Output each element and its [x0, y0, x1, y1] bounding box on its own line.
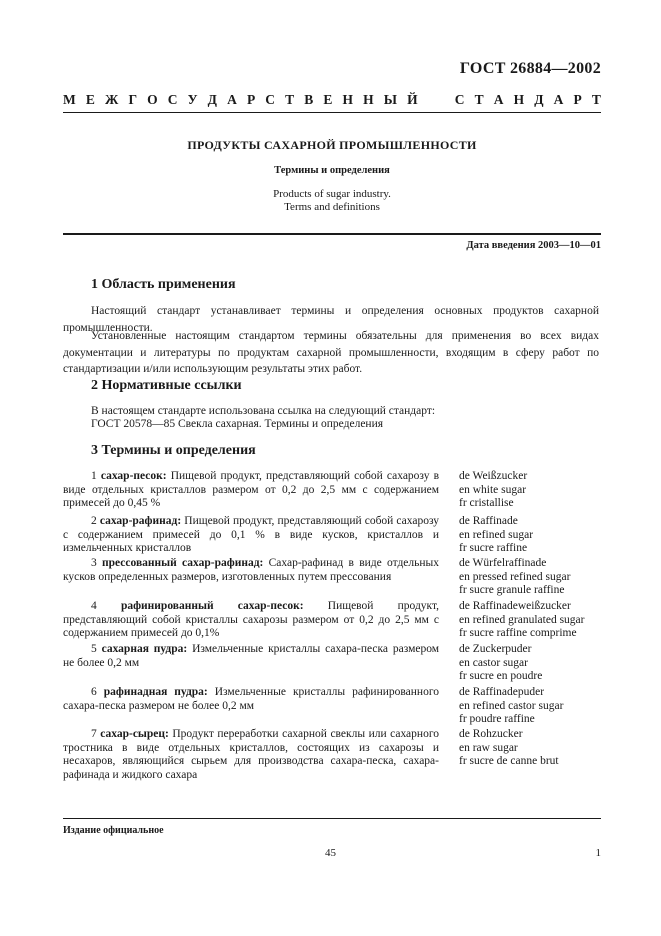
banner-letter: Ж	[104, 92, 119, 107]
banner-letter: Р	[573, 92, 582, 107]
banner-letter: Д	[534, 92, 544, 107]
term-definition-text: Пищевой продукт, представляющий собой кристаллы сахарозы размером от 0,2 до 2,5 мм с содержанием примесей до 0,1%	[63, 600, 440, 639]
banner-letter: С	[265, 92, 276, 107]
equivalent-en: en raw sugar	[459, 741, 518, 754]
banner-letter: Г	[128, 92, 138, 107]
term-number: 1	[91, 470, 97, 482]
term-entry	[63, 728, 599, 788]
term-definition	[63, 686, 439, 713]
term-definition	[63, 600, 439, 641]
banner-letter: А	[227, 92, 237, 107]
banner-letter: Т	[591, 92, 601, 107]
banner-letter: Т	[474, 92, 484, 107]
term-number: 7	[91, 728, 97, 740]
banner-letter: А	[553, 92, 564, 107]
term-number: 3	[91, 557, 97, 569]
foreign-equivalents	[459, 515, 604, 556]
banner-letter: Т	[285, 92, 295, 107]
section-1-paragraph-1: Настоящий стандарт устанавливает термины и определения основных продуктов сахарной промышленности.	[63, 305, 599, 334]
document-subtitle: Термины и определения	[274, 165, 390, 176]
banner-letter: С	[454, 92, 465, 107]
term-definition-text: Сахар-рафинад в виде отдельных кусков определенных размеров, изготовленных путем прессования	[63, 557, 440, 583]
banner-letter: О	[147, 92, 158, 107]
title-rule	[63, 233, 601, 235]
equivalent-en: en white sugar	[459, 483, 527, 496]
term-definition	[63, 557, 439, 584]
section-3-heading: 3 Термины и определения	[91, 443, 256, 458]
english-title-line1: Products of sugar industry.	[273, 188, 391, 200]
equivalent-de: de Zuckerpuder	[459, 643, 532, 655]
edition-label: Издание официальное	[63, 825, 164, 836]
section-1-heading: 1 Область применения	[91, 277, 236, 292]
equivalent-fr: fr sucre raffine	[459, 542, 528, 554]
banner-letter: Е	[85, 92, 95, 107]
introduction-date: Дата введения 2003—10—01	[466, 240, 601, 251]
term-name: сахар-рафинад:	[99, 515, 182, 527]
term-name: рафинадная пудра:	[103, 686, 208, 698]
section-2-reference: ГОСТ 20578—85 Свекла сахарная. Термины и определения	[91, 418, 384, 430]
equivalent-de: de Raffinade	[459, 515, 518, 527]
term-definition	[63, 728, 439, 782]
foreign-equivalents	[459, 600, 604, 641]
section-1-paragraph-2: Установленные настоящим стандартом термины обязательны для применения во всех видах документации и литературы по продуктам сахарной промышленности, входящим в сферу работ по стандартизации и/или использующим результаты этих работ.	[63, 330, 599, 375]
term-definition-text: Пищевой продукт, представляющий собой сахарозу в виде отдельных кристаллов размером от 0,2 до 2,5 мм с содержанием примесей до 0,45 %	[63, 470, 440, 509]
section-2-heading: 2 Нормативные ссылки	[91, 378, 242, 393]
footer-rule	[63, 818, 601, 819]
equivalent-en: en refined granulated sugar	[459, 613, 585, 626]
term-number: 6	[91, 686, 97, 698]
equivalent-fr: fr poudre raffine	[459, 713, 535, 725]
banner-letter: М	[63, 92, 76, 107]
term-definition	[63, 515, 439, 556]
header-rule	[63, 112, 601, 113]
banner-letter: Н	[342, 92, 354, 107]
equivalent-fr: fr cristallise	[459, 497, 514, 509]
equivalent-fr: fr sucre de canne brut	[459, 755, 559, 767]
equivalent-de: de Würfelraffinade	[459, 557, 547, 569]
banner-letter	[441, 92, 444, 108]
foreign-equivalents	[459, 686, 604, 727]
term-name: прессованный сахар-рафинад:	[102, 557, 264, 569]
term-definition-text: Измельченные кристаллы рафинированного сахара-песка размером не более 0,2 мм	[63, 686, 440, 712]
interstate-standard-banner	[63, 92, 601, 108]
banner-letter	[428, 92, 431, 108]
term-definition-text: Измельченные кристаллы сахара-песка размером не более 0,2 мм	[63, 643, 440, 669]
equivalent-fr: fr sucre en poudre	[459, 670, 543, 682]
term-name: рафинированный сахар-песок:	[120, 600, 304, 612]
term-name: сахар-сырец:	[100, 728, 169, 740]
banner-letter: Д	[207, 92, 217, 107]
english-title-line2: Terms and definitions	[284, 201, 380, 213]
banner-letter: Й	[407, 92, 418, 107]
term-definition-text: Продукт переработки сахарной свеклы или сахарного тростника в виде отдельных кристаллов, состоящих из сахарозы и несахаров, являющийся сырьем для производства сахара-песка, сахара-рафинада и жидкого сахара	[63, 728, 439, 781]
banner-letter: Ы	[383, 92, 398, 107]
equivalent-en: en refined castor sugar	[459, 699, 564, 712]
term-number: 2	[91, 515, 97, 527]
banner-letter: Н	[513, 92, 525, 107]
document-title: ПРОДУКТЫ САХАРНОЙ ПРОМЫШЛЕННОСТИ	[187, 138, 477, 152]
term-number: 5	[91, 643, 97, 655]
english-title	[63, 188, 601, 214]
banner-letter: Н	[363, 92, 374, 107]
equivalent-fr: fr sucre granule raffine	[459, 584, 565, 596]
equivalent-fr: fr sucre raffine comprime	[459, 627, 577, 639]
banner-letter: Е	[323, 92, 333, 107]
equivalent-de: de Raffinadepuder	[459, 686, 545, 698]
term-definition	[63, 470, 439, 511]
banner-letter: А	[493, 92, 504, 107]
foreign-equivalents	[459, 470, 604, 511]
term-number: 4	[91, 600, 97, 612]
sheet-number: 1	[595, 847, 601, 859]
banner-letter: В	[304, 92, 314, 107]
equivalent-de: de Weißzucker	[459, 470, 528, 482]
banner-letter: Р	[246, 92, 256, 107]
banner-letter: С	[167, 92, 178, 107]
term-name: сахар-песок:	[100, 470, 167, 482]
equivalent-de: de Rohzucker	[459, 728, 523, 740]
page-number: 45	[325, 847, 336, 859]
equivalent-en: en pressed refined sugar	[459, 570, 571, 583]
term-name: сахарная пудра:	[101, 643, 188, 655]
equivalent-en: en castor sugar	[459, 656, 528, 669]
foreign-equivalents	[459, 643, 604, 684]
section-2-paragraph-1: В настоящем стандарте использована ссылка на следующий стандарт:	[91, 405, 436, 417]
banner-letter: У	[187, 92, 198, 107]
standard-number: ГОСТ 26884—2002	[459, 60, 601, 77]
equivalent-en: en refined sugar	[459, 528, 534, 541]
term-definition-text: Пищевой продукт, представляющий собой сахарозу с содержанием примесей до 0,1 % в виде кусков, кристаллов и измельченных кристаллов	[63, 515, 440, 554]
term-definition	[63, 643, 439, 670]
foreign-equivalents	[459, 557, 604, 598]
foreign-equivalents	[459, 728, 604, 769]
equivalent-de: de Raffinadeweißzucker	[459, 600, 571, 612]
